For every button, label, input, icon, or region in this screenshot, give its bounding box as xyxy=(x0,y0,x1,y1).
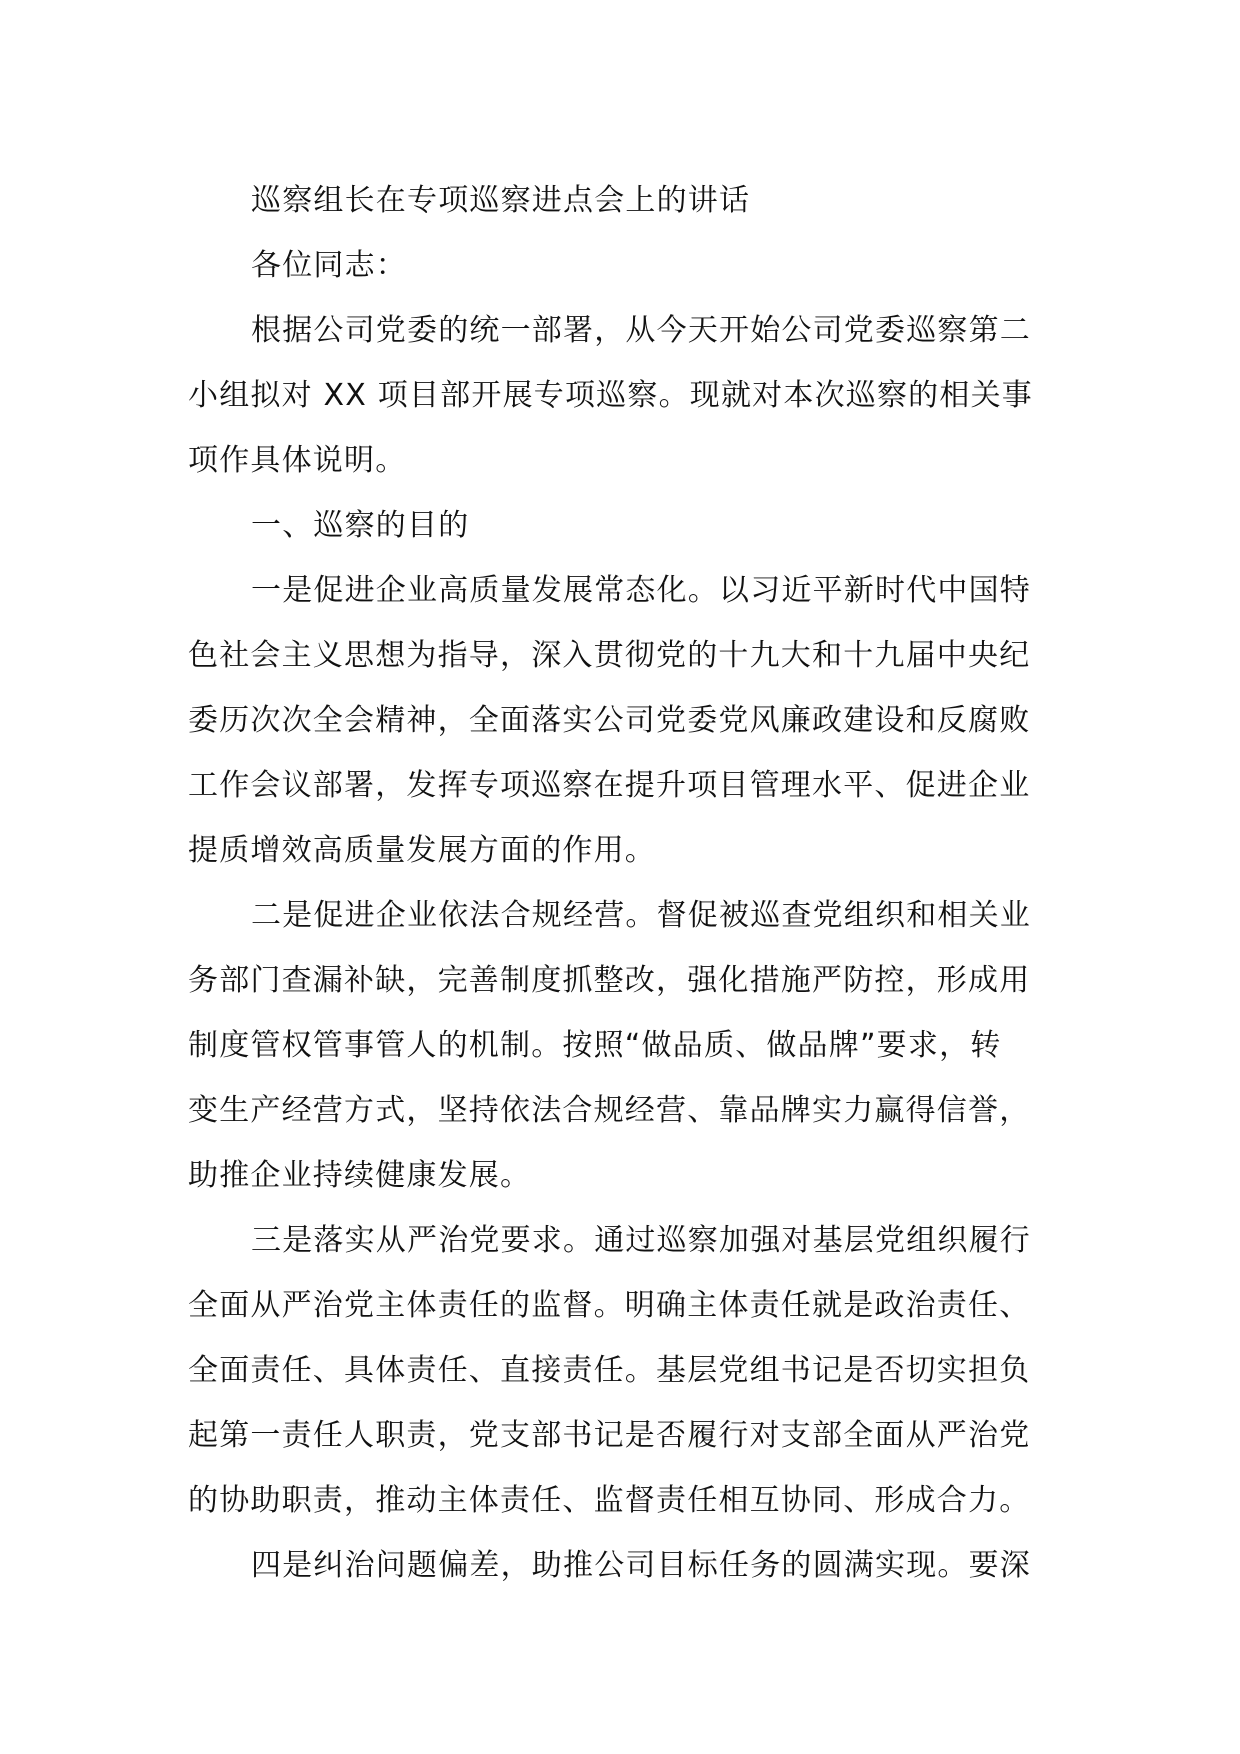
document-page xyxy=(188,168,1058,1598)
paragraph-line: 项作具体说明。 xyxy=(188,443,407,478)
paragraph-point-4 xyxy=(188,1533,1058,1598)
page-title: 巡察组长在专项巡察进点会上的讲话 xyxy=(251,183,751,218)
paragraph-line: 一是促进企业高质量发展常态化。以习近平新时代中国特 xyxy=(251,573,1031,608)
salutation: 各位同志： xyxy=(251,248,407,283)
section-heading xyxy=(188,493,1058,558)
section-heading-text: 一、巡察的目的 xyxy=(251,508,470,543)
paragraph-line: 起第一责任人职责，党支部书记是否履行对支部全面从严治党 xyxy=(188,1418,1031,1453)
paragraph-line: 三是落实从严治党要求。通过巡察加强对基层党组织履行 xyxy=(251,1223,1031,1258)
paragraph-point-2 xyxy=(188,883,1058,1208)
paragraph-line: 全面责任、具体责任、直接责任。基层党组书记是否切实担负 xyxy=(188,1353,1031,1388)
paragraph-line: 变生产经营方式，坚持依法合规经营、靠品牌实力赢得信誉， xyxy=(188,1093,1031,1128)
paragraph-line: 提质增效高质量发展方面的作用。 xyxy=(188,833,656,868)
paragraph-line: 工作会议部署，发挥专项巡察在提升项目管理水平、促进企业 xyxy=(188,768,1031,803)
paragraph-line: 务部门查漏补缺，完善制度抓整改，强化措施严防控，形成用 xyxy=(188,963,1031,998)
paragraph-point-3 xyxy=(188,1208,1058,1533)
paragraph-line: 四是纠治问题偏差，助推公司目标任务的圆满实现。要深 xyxy=(251,1548,1031,1583)
paragraph-line: 根据公司党委的统一部署，从今天开始公司党委巡察第二 xyxy=(251,313,1031,348)
paragraph-line: 二是促进企业依法合规经营。督促被巡查党组织和相关业 xyxy=(251,898,1031,933)
paragraph-line: 助推企业持续健康发展。 xyxy=(188,1158,532,1193)
paragraph-point-1 xyxy=(188,558,1058,883)
paragraph-line: 委历次次全会精神，全面落实公司党委党风廉政建设和反腐败 xyxy=(188,703,1031,738)
paragraph-intro xyxy=(188,298,1058,493)
paragraph-line: 的协助职责，推动主体责任、监督责任相互协同、形成合力。 xyxy=(188,1483,1031,1518)
paragraph-line: 色社会主义思想为指导，深入贯彻党的十九大和十九届中央纪 xyxy=(188,638,1031,673)
paragraph-line: 制度管权管事管人的机制。按照“做品质、做品牌”要求，转 xyxy=(188,1028,1002,1063)
paragraph-line: 全面从严治党主体责任的监督。明确主体责任就是政治责任、 xyxy=(188,1288,1031,1323)
paragraph-line: 小组拟对 XX 项目部开展专项巡察。现就对本次巡察的相关事 xyxy=(188,378,1033,413)
